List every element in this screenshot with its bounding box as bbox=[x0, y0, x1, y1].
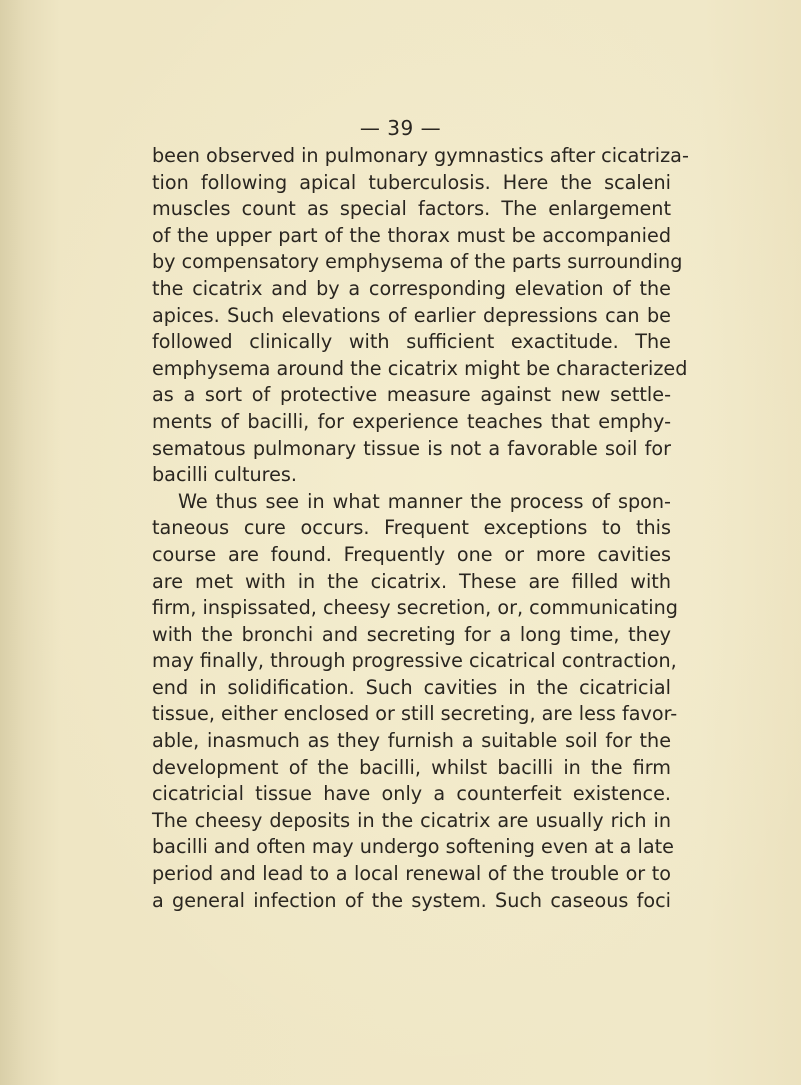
text-line: may finally, through progressive cicatrical contraction, bbox=[152, 649, 677, 673]
text-line: followed clinically with sufficient exactitude. The bbox=[152, 330, 671, 354]
text-line: as a sort of protective measure against new settle- bbox=[152, 383, 671, 407]
text-line: period and lead to a local renewal of the trouble or to bbox=[152, 862, 671, 886]
text-line: been observed in pulmonary gymnastics after cicatriza- bbox=[152, 144, 689, 167]
text-line: are met with in the cicatrix. These are filled with bbox=[152, 569, 671, 593]
text-line: with the bronchi and secreting for a long time, they bbox=[152, 622, 671, 646]
text-line: cicatricial tissue have only a counterfeit existence. bbox=[152, 782, 671, 806]
text-line: tissue, either enclosed or still secreting, are less favor- bbox=[152, 702, 678, 726]
text-line: We thus see in what manner the process of spon- bbox=[178, 489, 671, 513]
text-line: ments of bacilli, for experience teaches that emphy- bbox=[152, 409, 671, 433]
text-line: a general infection of the system. Such caseous foci bbox=[152, 888, 671, 912]
page-number: — 39 — bbox=[359, 116, 442, 140]
text-line: by compensatory emphysema of the parts surrounding bbox=[152, 250, 683, 274]
text-line: bacilli cultures. bbox=[152, 463, 298, 487]
text-line: the cicatrix and by a corresponding elevation of the bbox=[152, 276, 671, 300]
text-line: firm, inspissated, cheesy secretion, or, communicating bbox=[152, 596, 678, 620]
text-line: bacilli and often may undergo softening even at a late bbox=[152, 835, 674, 859]
text-line: of the upper part of the thorax must be accompanied bbox=[152, 223, 671, 247]
text-line: development of the bacilli, whilst bacilli in the firm bbox=[152, 755, 671, 779]
text-line: tion following apical tuberculosis. Here the scaleni bbox=[152, 170, 671, 194]
text-line: able, inasmuch as they furnish a suitable soil for the bbox=[152, 729, 671, 753]
text-line: end in solidification. Such cavities in the cicatricial bbox=[152, 675, 671, 699]
text-line: emphysema around the cicatrix might be characterized bbox=[152, 356, 688, 380]
text-line: course are found. Frequently one or more cavities bbox=[152, 542, 671, 566]
text-line: taneous cure occurs. Frequent exceptions to this bbox=[152, 516, 671, 540]
text-line: sematous pulmonary tissue is not a favorable soil for bbox=[152, 436, 671, 460]
text-line: The cheesy deposits in the cicatrix are usually rich in bbox=[152, 808, 671, 832]
body-text bbox=[152, 143, 689, 914]
text-line: muscles count as special factors. The enlargement bbox=[152, 197, 671, 221]
text-line: apices. Such elevations of earlier depressions can be bbox=[152, 303, 671, 327]
